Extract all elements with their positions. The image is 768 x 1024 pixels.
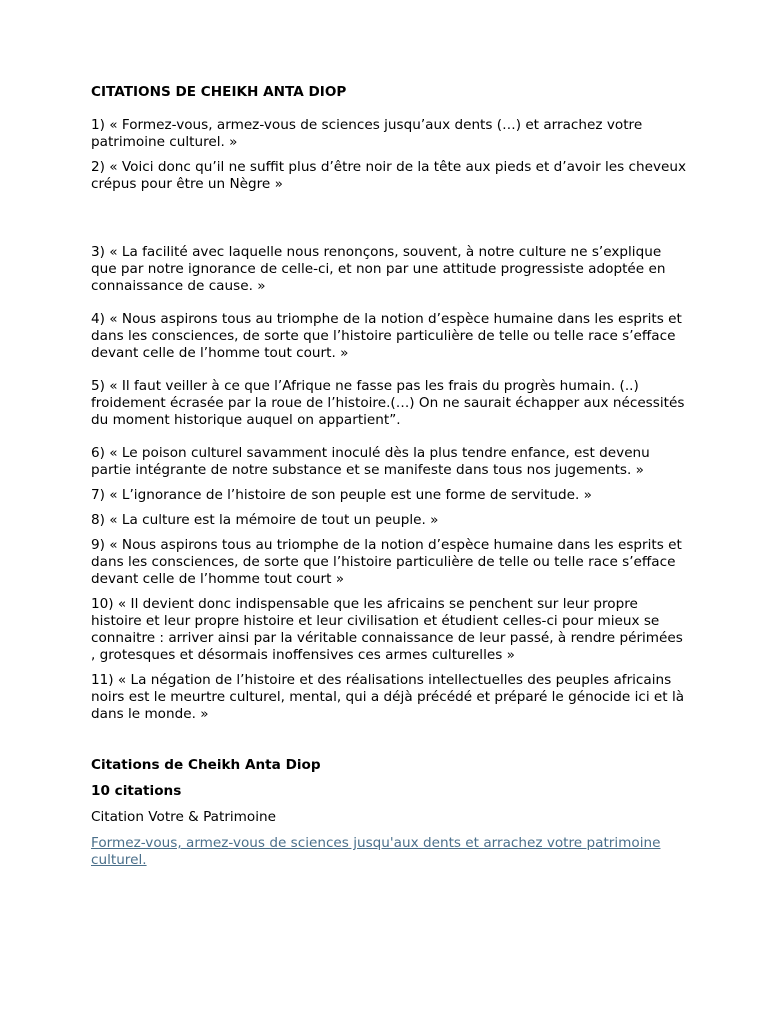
quote-2: 2) « Voici donc qu’il ne suffit plus d’être noir de la tête aux pieds et d’avoir les cheveux crépus pour être un Nègre » [91,159,687,192]
document-title: CITATIONS DE CHEIKH ANTA DIOP [91,84,347,100]
quote-10: 10) « Il devient donc indispensable que les africains se penchent sur leur propre histoire et leur propre histoire et leur civilisation et étudient celles-ci pour mieux se connaitre : arriver ainsi par la véritable connaissance de leur passé, à rendre périmées , grotesques et désormais inoffensives ces armes culturelles » [91,596,683,663]
quote-9: 9) « Nous aspirons tous au triomphe de la notion d’espèce humaine dans les esprits et dans les consciences, de sorte que l’histoire particulière de telle ou telle race s’efface devant celle de l’homme tout court » [91,537,682,587]
citation-count: 10 citations [91,783,182,799]
quote-4: 4) « Nous aspirons tous au triomphe de la notion d’espèce humaine dans les esprits et dans les consciences, de sorte que l’histoire particulière de telle ou telle race s’efface devant celle de l’homme tout court. » [91,311,682,361]
citation-category: Citation Votre & Patrimoine [91,809,277,825]
section-title: Citations de Cheikh Anta Diop [91,757,321,773]
quote-3: 3) « La facilité avec laquelle nous renonçons, souvent, à notre culture ne s’explique que par notre ignorance de celle-ci, et non par une attitude progressiste adoptée en connaissance de cause. » [91,244,666,294]
quote-6: 6) « Le poison culturel savamment inoculé dès la plus tendre enfance, est devenu partie intégrante de notre substance et se manifeste dans tous nos jugements. » [91,445,650,478]
quote-1: 1) « Formez-vous, armez-vous de sciences jusqu’aux dents (…) et arrachez votre patrimoine culturel. » [91,117,643,150]
citation-link[interactable]: Formez-vous, armez-vous de sciences jusqu'aux dents et arrachez votre patrimoine culturel. [91,835,661,868]
quote-5: 5) « Il faut veiller à ce que l’Afrique ne fasse pas les frais du progrès humain. (..) froidement écrasée par la roue de l’histoire.(…) On ne saurait échapper aux nécessités du moment historique auquel on appartient”. [91,378,685,428]
quote-8: 8) « La culture est la mémoire de tout un peuple. » [91,512,439,528]
quote-7: 7) « L’ignorance de l’histoire de son peuple est une forme de servitude. » [91,487,592,503]
quote-11: 11) « La négation de l’histoire et des réalisations intellectuelles des peuples africains noirs est le meurtre culturel, mental, qui a déjà précédé et préparé le génocide ici et là dans le monde. » [91,672,685,722]
document-page [91,84,691,869]
